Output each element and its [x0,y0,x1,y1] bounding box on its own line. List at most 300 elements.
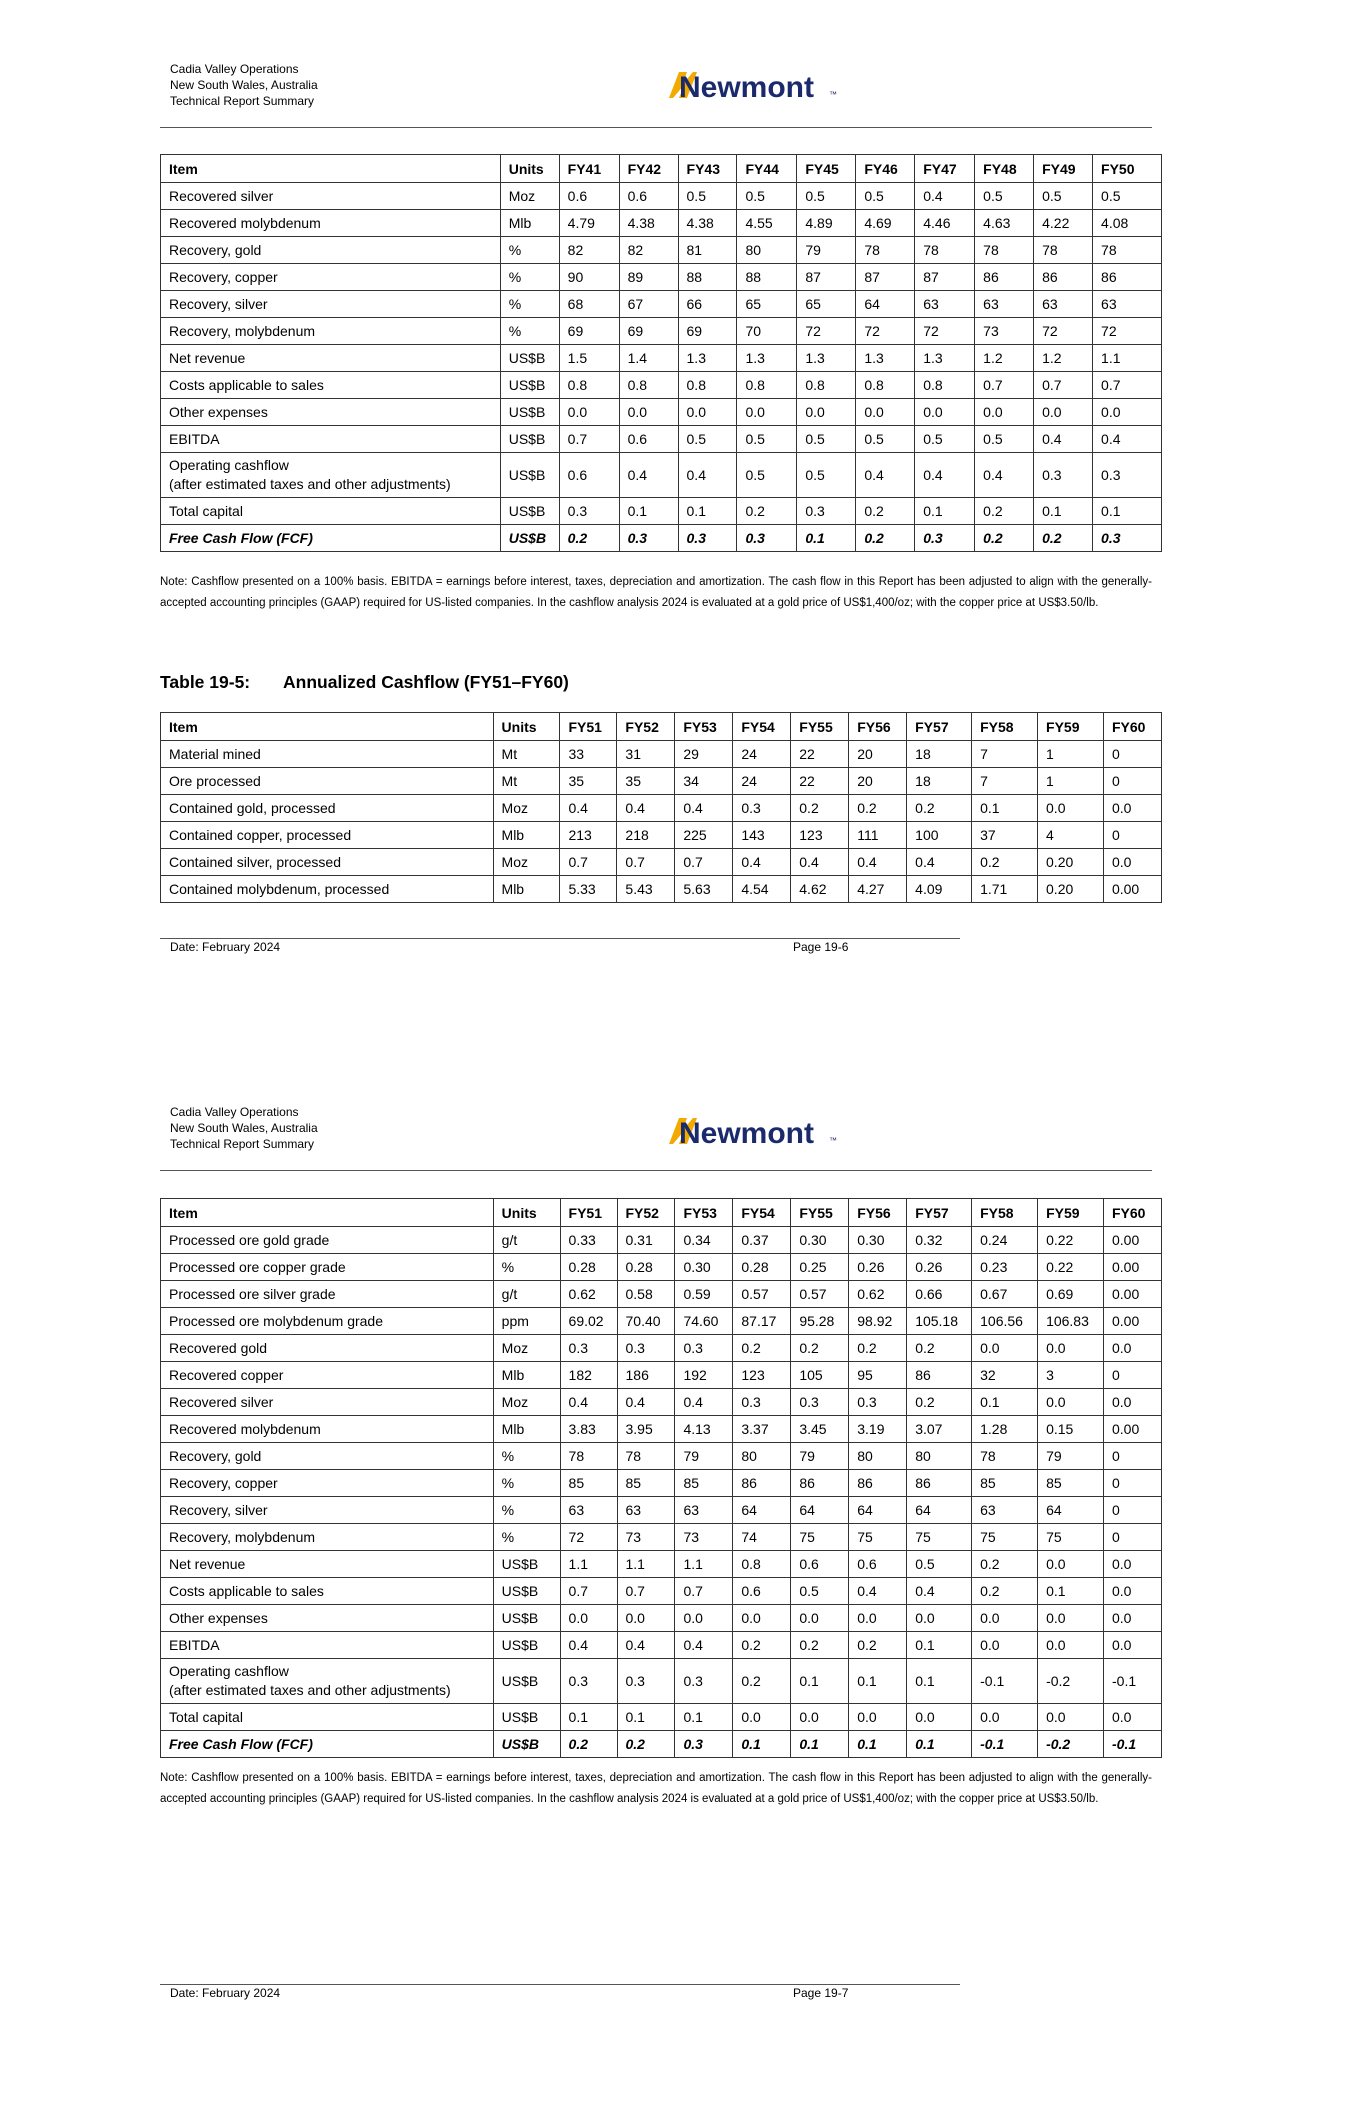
value-cell: -0.1 [1104,1659,1162,1704]
header-line-3: Technical Report Summary [170,1137,315,1151]
value-cell: 88 [678,264,737,291]
value-cell: 4.79 [559,210,619,237]
value-cell: 65 [797,291,856,318]
value-cell: 0.0 [560,1605,617,1632]
unit-cell: % [500,291,559,318]
value-cell: 0.3 [559,498,619,525]
value-cell: 0.5 [737,183,797,210]
footer-date: Date: February 2024 [170,1986,281,2000]
value-cell: 80 [737,237,797,264]
column-header: FY51 [560,1199,617,1227]
value-cell: 1.28 [972,1416,1038,1443]
value-cell: 1 [1038,741,1104,768]
row-label: Processed ore molybdenum grade [161,1308,494,1335]
value-cell: 0.0 [1038,795,1104,822]
value-cell: 100 [907,822,972,849]
value-cell: 1 [1038,768,1104,795]
value-cell: 0.5 [975,183,1034,210]
value-cell: 0.4 [849,849,907,876]
value-cell: 0.28 [617,1254,675,1281]
value-cell: 0.0 [856,399,915,426]
value-cell: 33 [560,741,617,768]
header-line-3: Technical Report Summary [170,94,315,108]
value-cell: 0.4 [1093,426,1162,453]
value-cell: 1.2 [1034,345,1093,372]
value-cell: 87 [915,264,975,291]
table-row [161,1605,1162,1632]
value-cell: 0.3 [560,1659,617,1704]
unit-cell: US$B [493,1551,560,1578]
value-cell: 0.2 [791,1632,849,1659]
row-label: Material mined [161,741,494,768]
value-cell: 0.1 [1093,498,1162,525]
value-cell: 0.0 [849,1605,907,1632]
unit-cell: Mlb [493,876,560,903]
value-cell: 4.62 [791,876,849,903]
value-cell: 0.0 [1104,1632,1162,1659]
value-cell: 0.4 [678,453,737,498]
value-cell: 73 [975,318,1034,345]
value-cell: 0.5 [791,1578,849,1605]
value-cell: 3.07 [907,1416,972,1443]
value-cell: 3.37 [733,1416,791,1443]
value-cell: 0.2 [972,849,1038,876]
table-row [161,1335,1162,1362]
value-cell: 0.4 [915,453,975,498]
value-cell: 0.0 [1093,399,1162,426]
report-header [170,61,318,109]
value-cell: 0.4 [617,1632,675,1659]
value-cell: 0.3 [797,498,856,525]
column-header: FY55 [791,713,849,741]
table-row [161,210,1162,237]
table-row [161,399,1162,426]
value-cell: 0.8 [737,372,797,399]
value-cell: 63 [1093,291,1162,318]
value-cell: 0.8 [915,372,975,399]
row-label: Other expenses [161,1605,494,1632]
value-cell: 63 [617,1497,675,1524]
value-cell: 0.32 [907,1227,972,1254]
value-cell: 1.4 [619,345,678,372]
value-cell: 24 [733,768,791,795]
row-label: Recovered molybdenum [161,210,501,237]
value-cell: -0.1 [972,1659,1038,1704]
value-cell: 64 [856,291,915,318]
table-row [161,1308,1162,1335]
value-cell: 0.0 [972,1605,1038,1632]
row-label: Costs applicable to sales [161,1578,494,1605]
header-line-2: New South Wales, Australia [170,1121,318,1135]
value-cell: 0.6 [733,1578,791,1605]
unit-cell: Moz [493,1335,560,1362]
value-cell: 63 [975,291,1034,318]
row-label: Processed ore gold grade [161,1227,494,1254]
value-cell: 69 [619,318,678,345]
value-cell: 72 [1093,318,1162,345]
value-cell: 0.4 [1034,426,1093,453]
value-cell: 0.1 [791,1731,849,1758]
unit-cell: Mt [493,741,560,768]
value-cell: 72 [797,318,856,345]
newmont-logo [667,1110,847,1150]
value-cell: 0.2 [560,1731,617,1758]
header-line-2: New South Wales, Australia [170,78,318,92]
value-cell: 1.3 [915,345,975,372]
value-cell: 0.23 [972,1254,1038,1281]
value-cell: 72 [1034,318,1093,345]
value-cell: 29 [675,741,733,768]
value-cell: 5.63 [675,876,733,903]
unit-cell: Mlb [493,1416,560,1443]
value-cell: 0.22 [1038,1227,1104,1254]
value-cell: 0 [1103,741,1161,768]
value-cell: 69 [678,318,737,345]
value-cell: 0.1 [733,1731,791,1758]
value-cell: 0.4 [856,453,915,498]
row-label: Operating cashflow (after estimated taxes and other adjustments) [161,453,501,498]
value-cell: 78 [972,1443,1038,1470]
value-cell: 85 [617,1470,675,1497]
value-cell: 0.00 [1104,1254,1162,1281]
value-cell: 0.3 [1034,453,1093,498]
value-cell: 95 [849,1362,907,1389]
value-cell: 0.4 [675,1389,733,1416]
unit-cell: % [493,1443,560,1470]
value-cell: 87.17 [733,1308,791,1335]
table-row [161,1227,1162,1254]
value-cell: 82 [619,237,678,264]
value-cell: 192 [675,1362,733,1389]
value-cell: 0.15 [1038,1416,1104,1443]
value-cell: 0.1 [907,1632,972,1659]
column-header: Units [493,1199,560,1227]
value-cell: 68 [559,291,619,318]
value-cell: 1.3 [856,345,915,372]
table-row [161,183,1162,210]
value-cell: 0.30 [849,1227,907,1254]
value-cell: 0.6 [559,453,619,498]
unit-cell: US$B [500,498,559,525]
value-cell: 64 [1038,1497,1104,1524]
column-header: FY51 [560,713,617,741]
row-label: Recovery, copper [161,264,501,291]
value-cell: 1.2 [975,345,1034,372]
value-cell: 0.3 [733,1389,791,1416]
value-cell: 0.0 [972,1335,1038,1362]
value-cell: 0.5 [678,426,737,453]
unit-cell: US$B [493,1704,560,1731]
value-cell: 0.8 [678,372,737,399]
value-cell: 0.0 [559,399,619,426]
unit-cell: Moz [500,183,559,210]
column-header: FY47 [915,155,975,183]
value-cell: 86 [1034,264,1093,291]
value-cell: 0.2 [972,1578,1038,1605]
column-header: FY49 [1034,155,1093,183]
table-row [161,1416,1162,1443]
value-cell: 0.30 [675,1254,733,1281]
value-cell: 0.5 [907,1551,972,1578]
value-cell: 1.3 [797,345,856,372]
value-cell: 0.4 [617,795,675,822]
value-cell: 0.2 [849,1632,907,1659]
value-cell: 0.3 [617,1659,675,1704]
value-cell: 66 [678,291,737,318]
value-cell: 3 [1038,1362,1104,1389]
column-header: FY59 [1038,1199,1104,1227]
value-cell: 4.46 [915,210,975,237]
value-cell: 0.8 [797,372,856,399]
unit-cell: % [493,1497,560,1524]
value-cell: 79 [1038,1443,1104,1470]
value-cell: 4.38 [678,210,737,237]
value-cell: 0.3 [619,525,678,552]
unit-cell: % [500,318,559,345]
value-cell: 78 [975,237,1034,264]
value-cell: 67 [619,291,678,318]
value-cell: 0.5 [975,426,1034,453]
value-cell: 0.24 [972,1227,1038,1254]
value-cell: 0.7 [1093,372,1162,399]
value-cell: 72 [560,1524,617,1551]
value-cell: 5.33 [560,876,617,903]
value-cell: 0.58 [617,1281,675,1308]
footer-page-number: Page 19-6 [793,940,849,954]
value-cell: 0.2 [849,795,907,822]
table-header-row [161,713,1162,741]
value-cell: 0.3 [678,525,737,552]
value-cell: 0.4 [560,795,617,822]
value-cell: 0.2 [791,1335,849,1362]
footer-divider [160,1984,960,1985]
value-cell: 35 [617,768,675,795]
value-cell: 0.8 [856,372,915,399]
row-label: Contained molybdenum, processed [161,876,494,903]
table-number: Table 19-5: [160,672,251,692]
value-cell: 64 [907,1497,972,1524]
value-cell: 0.1 [678,498,737,525]
value-cell: 65 [737,291,797,318]
value-cell: 4.54 [733,876,791,903]
value-cell: 85 [675,1470,733,1497]
report-header [170,1104,318,1152]
table-row [161,453,1162,498]
column-header: FY54 [733,713,791,741]
value-cell: 32 [972,1362,1038,1389]
value-cell: 1.1 [1093,345,1162,372]
value-cell: 22 [791,741,849,768]
value-cell: 0.7 [617,849,675,876]
value-cell: 4.09 [907,876,972,903]
value-cell: -0.2 [1038,1659,1104,1704]
value-cell: 34 [675,768,733,795]
value-cell: 0.0 [1104,1389,1162,1416]
value-cell: 3.83 [560,1416,617,1443]
value-cell: 0.1 [915,498,975,525]
value-cell: 0.0 [1104,1578,1162,1605]
value-cell: 218 [617,822,675,849]
value-cell: 0.1 [617,1704,675,1731]
value-cell: 0.2 [975,525,1034,552]
table-row [161,1704,1162,1731]
value-cell: 78 [1034,237,1093,264]
column-header: FY44 [737,155,797,183]
value-cell: 0.1 [1038,1578,1104,1605]
row-label: Recovered silver [161,183,501,210]
value-cell: 80 [733,1443,791,1470]
logo-trademark: ™ [829,90,837,99]
unit-cell: % [500,264,559,291]
column-header: FY45 [797,155,856,183]
value-cell: 78 [1093,237,1162,264]
value-cell: 0.28 [733,1254,791,1281]
value-cell: 20 [849,768,907,795]
value-cell: 0.20 [1038,876,1104,903]
unit-cell: % [493,1524,560,1551]
value-cell: 1.1 [617,1551,675,1578]
value-cell: 7 [972,741,1038,768]
value-cell: 0.1 [907,1659,972,1704]
value-cell: 0.00 [1104,1308,1162,1335]
row-label: Other expenses [161,399,501,426]
value-cell: 69 [559,318,619,345]
value-cell: 0.4 [791,849,849,876]
table-row [161,1659,1162,1704]
unit-cell: Moz [493,795,560,822]
value-cell: 0.3 [675,1335,733,1362]
footer-page-number: Page 19-7 [793,1986,849,2000]
unit-cell: % [493,1470,560,1497]
value-cell: 0.3 [1093,525,1162,552]
value-cell: 0.2 [856,525,915,552]
unit-cell: g/t [493,1227,560,1254]
value-cell: 81 [678,237,737,264]
unit-cell: US$B [493,1605,560,1632]
value-cell: 0.6 [791,1551,849,1578]
value-cell: 0.7 [1034,372,1093,399]
row-label: Recovery, molybdenum [161,1524,494,1551]
value-cell: 0.1 [797,525,856,552]
value-cell: 78 [560,1443,617,1470]
value-cell: 0.2 [733,1335,791,1362]
column-header: FY50 [1093,155,1162,183]
value-cell: 0.26 [849,1254,907,1281]
value-cell: 0 [1104,1470,1162,1497]
value-cell: 0.69 [1038,1281,1104,1308]
value-cell: 4.63 [975,210,1034,237]
row-label: Recovery, molybdenum [161,318,501,345]
unit-cell: ppm [493,1308,560,1335]
value-cell: 35 [560,768,617,795]
value-cell: 1.3 [678,345,737,372]
value-cell: 0.3 [1093,453,1162,498]
column-header: Units [500,155,559,183]
value-cell: 4.89 [797,210,856,237]
value-cell: 0.0 [1034,399,1093,426]
value-cell: 111 [849,822,907,849]
column-header: FY52 [617,713,675,741]
value-cell: 86 [907,1470,972,1497]
value-cell: 31 [617,741,675,768]
column-header: FY43 [678,155,737,183]
value-cell: 24 [733,741,791,768]
value-cell: 82 [559,237,619,264]
row-label: Recovered copper [161,1362,494,1389]
value-cell: 0.3 [617,1335,675,1362]
footer-divider [160,938,960,939]
value-cell: 0.0 [1038,1335,1104,1362]
unit-cell: Mlb [493,1362,560,1389]
value-cell: 0.2 [1034,525,1093,552]
value-cell: 1.5 [559,345,619,372]
value-cell: 18 [907,741,972,768]
value-cell: 0.4 [560,1389,617,1416]
value-cell: 0.3 [675,1659,733,1704]
table-row [161,498,1162,525]
unit-cell: US$B [500,525,559,552]
value-cell: 98.92 [849,1308,907,1335]
value-cell: 4.69 [856,210,915,237]
value-cell: 0.26 [907,1254,972,1281]
table-row [161,426,1162,453]
value-cell: 0.5 [1093,183,1162,210]
value-cell: 78 [856,237,915,264]
table-row [161,876,1162,903]
unit-cell: US$B [500,399,559,426]
value-cell: 123 [791,822,849,849]
value-cell: 0.0 [1038,1605,1104,1632]
value-cell: 0.8 [733,1551,791,1578]
value-cell: 0.2 [972,1551,1038,1578]
value-cell: 0.1 [1034,498,1093,525]
value-cell: 4.38 [619,210,678,237]
table-header-row [161,1199,1162,1227]
table-row [161,822,1162,849]
value-cell: 3.95 [617,1416,675,1443]
value-cell: 0.6 [619,183,678,210]
unit-cell: US$B [500,345,559,372]
table-row [161,768,1162,795]
row-label: Processed ore copper grade [161,1254,494,1281]
value-cell: 74 [733,1524,791,1551]
column-header: FY53 [675,1199,733,1227]
value-cell: 0.5 [1034,183,1093,210]
value-cell: 74.60 [675,1308,733,1335]
cashflow-note: Note: Cashflow presented on a 100% basis. EBITDA = earnings before interest, taxes, depreciation and amortization. The cash flow in this Report has been adjusted to align with the generally-accepted accounting principles (GAAP) required for US-listed companies. In the cashflow analysis 2024 is evaluated at a gold price of US$1,400/oz; with the copper price at US$3.50/lb. [160,1772,1152,1805]
value-cell: 0.1 [675,1704,733,1731]
value-cell: 0.2 [907,795,972,822]
value-cell: 4.13 [675,1416,733,1443]
value-cell: -0.1 [972,1731,1038,1758]
value-cell: 63 [972,1497,1038,1524]
value-cell: 0.0 [907,1704,972,1731]
table-row [161,741,1162,768]
value-cell: 0.0 [972,1632,1038,1659]
table-row [161,264,1162,291]
value-cell: 0.3 [560,1335,617,1362]
value-cell: 0.4 [675,1632,733,1659]
value-cell: 0.1 [972,1389,1038,1416]
value-cell: 186 [617,1362,675,1389]
table-19-5-title [160,672,569,693]
value-cell: 0 [1103,768,1161,795]
table-row [161,1443,1162,1470]
row-label: Operating cashflow (after estimated taxes and other adjustments) [161,1659,494,1704]
value-cell: 0.4 [617,1389,675,1416]
value-cell: 0.0 [915,399,975,426]
value-cell: 75 [791,1524,849,1551]
